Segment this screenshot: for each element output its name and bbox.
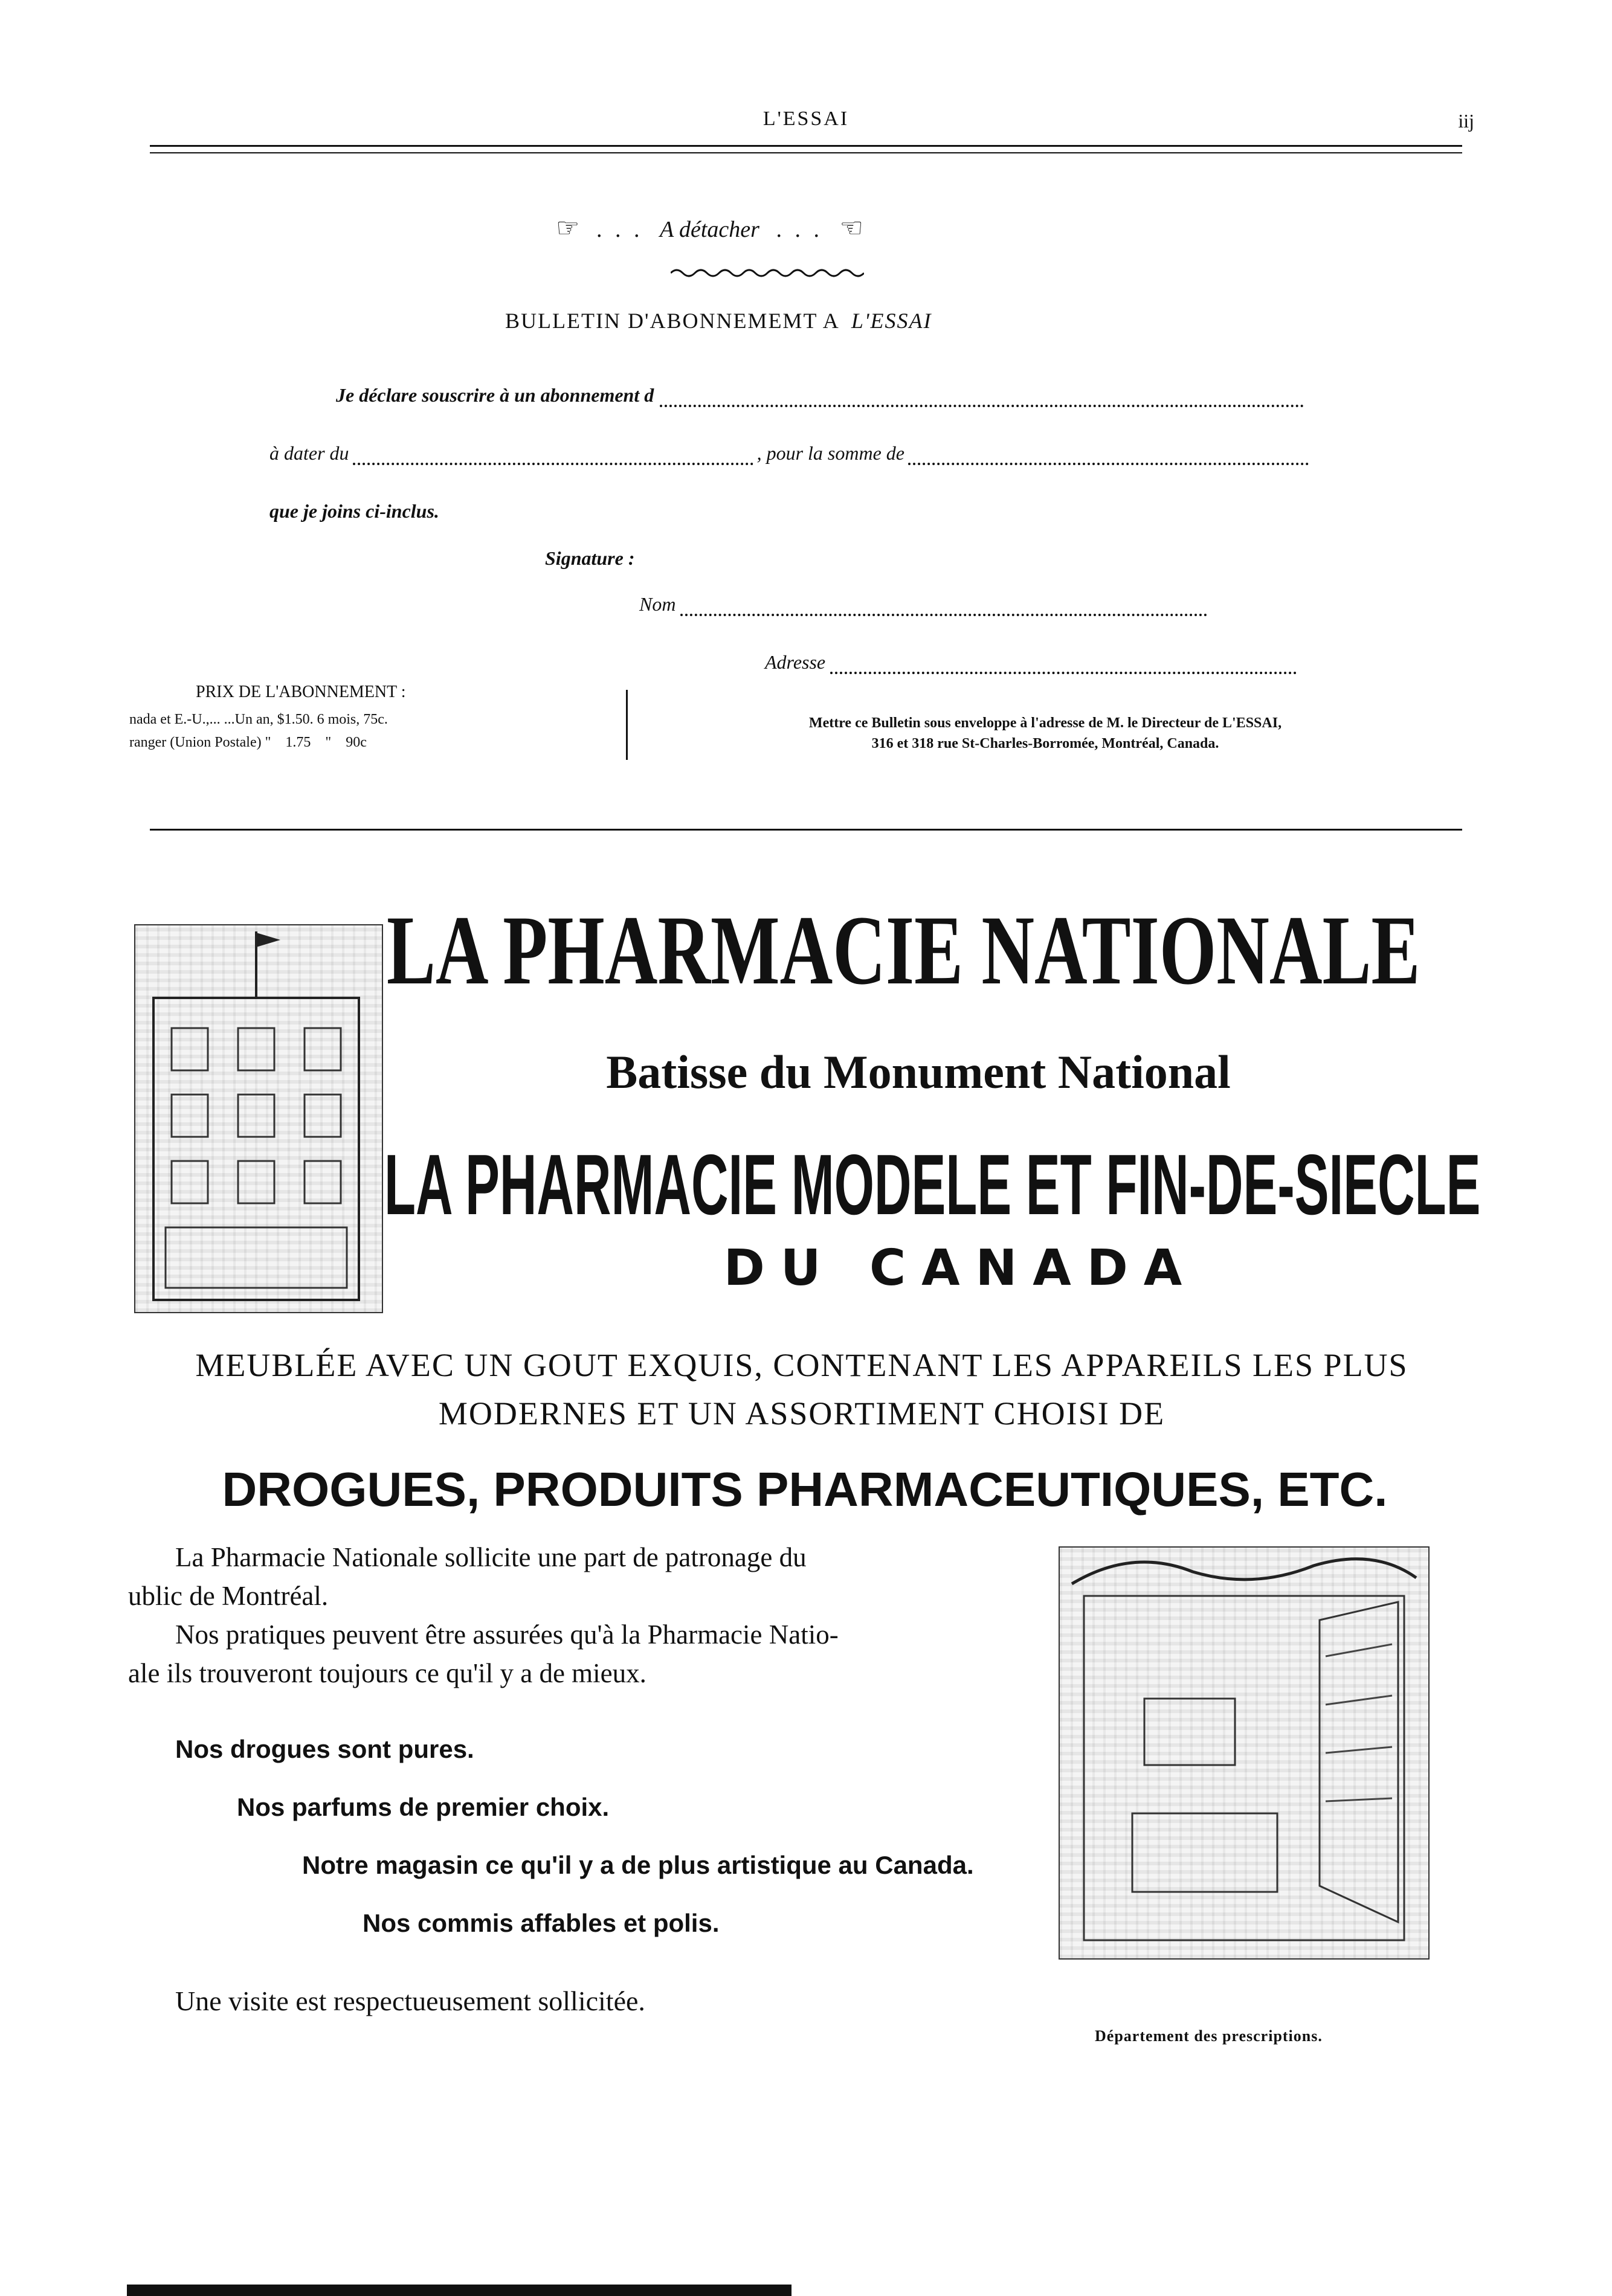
pointing-hand-left-icon: ☜ <box>839 213 863 243</box>
price-block <box>129 683 637 755</box>
header-rule-bottom <box>150 152 1462 153</box>
form-line-enclosed: que je joins ci-inclus. <box>269 500 439 522</box>
wavy-ornament <box>671 267 864 279</box>
coupon-title: BULLETIN D'ABONNEMEMT A L'ESSAI <box>505 309 932 333</box>
model-pharmacy-headline: LA PHARMACIE MODELE ET FIN-DE-SIECLE <box>384 1137 1481 1232</box>
bottom-edge-bar <box>127 2285 791 2296</box>
mailing-instructions: Mettre ce Bulletin sous enveloppe à l'adresse de M. le Directeur de L'ESSAI, 316 et 318 rue St-Charles-Borromée, Montréal, Canada. <box>808 715 1282 751</box>
price-row-canada: nada et E.-U.,... ...Un an, $1.50. 6 mois, 75c. <box>129 712 388 727</box>
illustration-caption: Département des prescriptions. <box>1095 2027 1323 2045</box>
description: MEUBLÉE AVEC UN GOUT EXQUIS, CONTENANT LES APPAREILS LES PLUS MODERNES ET UN ASSORTIMENT CHOISI DE <box>195 1347 1408 1432</box>
cut-line: ☞ . . . A détacher . . . ☜ <box>556 213 863 243</box>
claim-3: Notre magasin ce qu'il y a de plus artistique au Canada. <box>302 1851 974 1879</box>
monument-building-illustration <box>134 924 383 1313</box>
running-header <box>150 108 1474 138</box>
products-line: DROGUES, PRODUITS PHARMACEUTIQUES, ETC. <box>222 1462 1388 1516</box>
form-line-date-amount: à dater du , pour la somme de <box>269 442 1309 472</box>
form-line-adresse: Adresse <box>765 651 1297 681</box>
signature-label: Signature : <box>545 547 635 569</box>
price-title: PRIX DE L'ABONNEMENT : <box>196 683 406 701</box>
vertical-divider <box>626 690 628 760</box>
du-canada: DU CANADA <box>723 1240 1198 1297</box>
pointing-hand-right-icon: ☞ <box>556 213 580 243</box>
claim-2: Nos parfums de premier choix. <box>237 1793 610 1821</box>
cut-label: A détacher <box>659 217 759 242</box>
paragraph-quality: Nos pratiques peuvent être assurées qu'à la Pharmacie Natio- <box>175 1619 839 1650</box>
claim-4: Nos commis affables et polis. <box>363 1909 720 1937</box>
price-row-foreign: ranger (Union Postale) " 1.75 " 90c <box>129 735 367 750</box>
form-line-nom: Nom <box>639 593 1207 623</box>
closing-line: Une visite est respectueusement sollicitée. <box>175 1986 645 2016</box>
header-rule-top <box>150 145 1462 147</box>
journal-title: L'ESSAI <box>762 108 850 130</box>
prescription-department-illustration <box>1059 1546 1430 1960</box>
pharmacy-headline: LA PHARMACIE NATIONALE <box>387 896 1420 1003</box>
page-number: iij <box>1458 110 1474 132</box>
paragraph-patronage: La Pharmacie Nationale sollicite une part de patronage du <box>175 1542 807 1572</box>
claim-1: Nos drogues sont pures. <box>175 1735 474 1763</box>
section-divider <box>150 829 1462 831</box>
body-text: La Pharmacie Nationale sollicite une part de patronage du ublic de Montréal. Nos pratiques peuvent être assurées qu'à la Pharmacie Natio- ale ils trouveront toujours ce qu'il y a de mieux. <box>128 1538 1046 1693</box>
building-sketch <box>135 925 382 1312</box>
monument-subtitle: Batisse du Monument National <box>606 1046 1231 1098</box>
form-line-subscription: Je déclare souscrire à un abonnement d <box>336 384 1309 414</box>
interior-sketch <box>1060 1548 1428 1958</box>
